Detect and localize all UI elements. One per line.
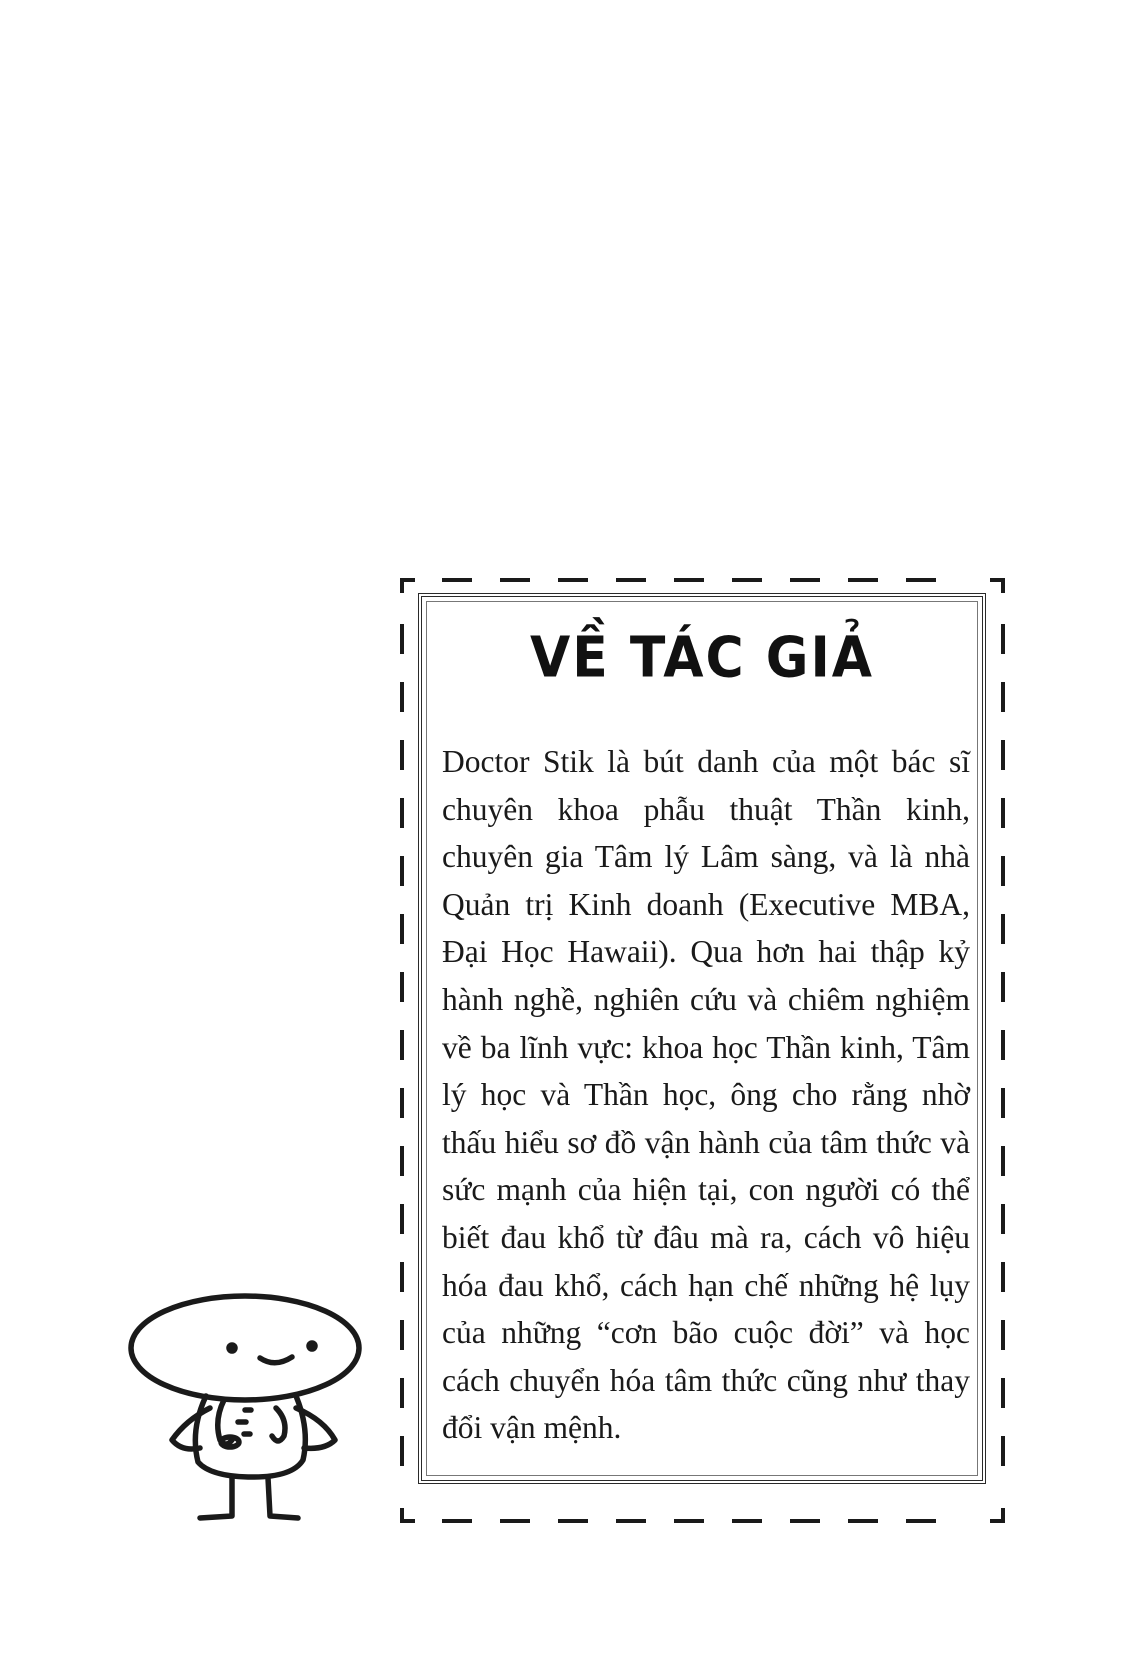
smile (260, 1357, 292, 1363)
right-leg (268, 1478, 298, 1518)
left-arm (172, 1408, 210, 1449)
left-eye (229, 1345, 235, 1351)
author-bio-paragraph: Doctor Stik là bút danh của một bác sĩ chuyên khoa phẫu thuật Thần kinh, chuyên gia Tâm lý Lâm sàng, và là nhà Quản trị Kinh doanh (Executive MBA, Đại Học Hawaii). Qua hơn hai thập kỷ hành nghề, nghiên cứu và chiêm nghiệm về ba lĩnh vực: khoa học Thần kinh, Tâm lý học và Thần học, ông cho rằng nhờ thấu hiểu sơ đồ vận hành của tâm thức và sức mạnh của hiện tại, con người có thể biết đau khổ từ đâu mà ra, cách vô hiệu hóa đau khổ, cách hạn chế những hệ lụy của những “cơn bão cuộc đời” và học cách chuyển hóa tâm thức cũng như thay đổi vận mệnh. (442, 744, 970, 1446)
left-leg (200, 1478, 232, 1518)
head-shape (131, 1296, 359, 1400)
section-title: VỀ TÁC GIẢ (529, 625, 875, 691)
doctor-stick-figure-icon (120, 1290, 370, 1540)
right-eye (309, 1343, 315, 1349)
